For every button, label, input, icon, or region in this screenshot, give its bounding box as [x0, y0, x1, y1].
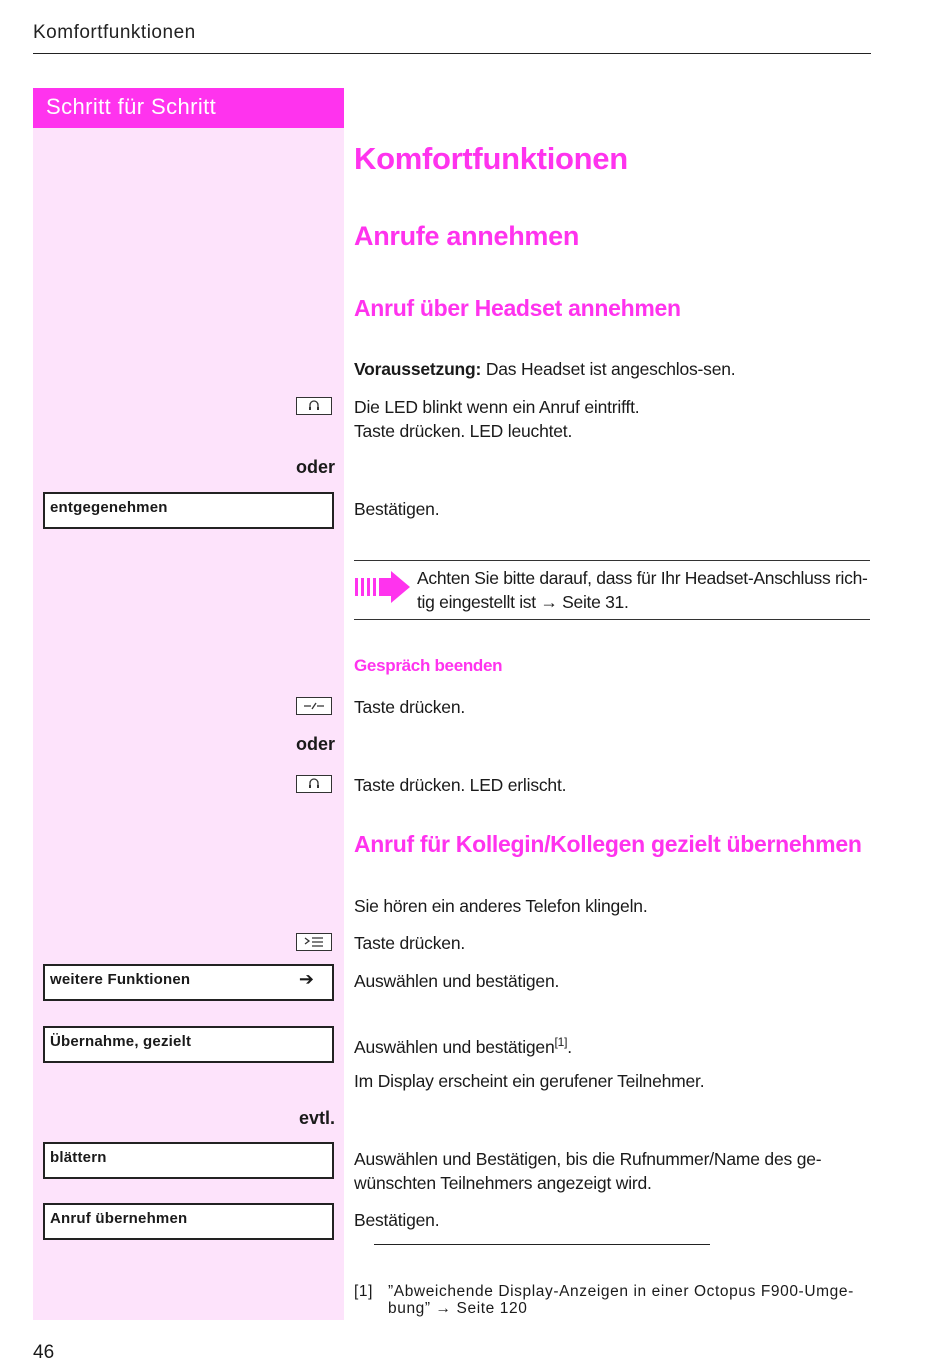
subsection-title-pickup: Anruf für Kollegin/Kollegen gezielt übernehmen — [354, 831, 862, 857]
period: . — [567, 1036, 572, 1057]
press-key-text: Taste drücken. — [354, 697, 466, 717]
scroll-instruction-text — [354, 1147, 821, 1195]
softkey-entgegennehmen[interactable] — [43, 492, 334, 529]
note-bottom-rule — [354, 619, 870, 620]
sidebar-title: Schritt für Schritt — [46, 94, 217, 119]
display-shows-text: Im Display erscheint ein gerufener Teilnehmer. — [354, 1071, 705, 1091]
confirm-text: Bestätigen. — [354, 499, 440, 519]
footnote-text — [388, 1283, 858, 1317]
press-key-text: Taste drücken. — [354, 933, 466, 953]
arrow-right-icon: ➔ — [298, 969, 314, 989]
softkey-weitere-funktionen[interactable] — [43, 964, 334, 1001]
note-arrow-icon — [355, 570, 411, 609]
press-key-led-on-text: Taste drücken. LED leuchtet. — [354, 421, 573, 441]
scroll-instruction-line-2: wünschten Teilnehmers angezeigt wird. — [354, 1173, 652, 1193]
page-number: 46 — [33, 1342, 55, 1363]
prerequisite-label: Voraussetzung: — [354, 359, 482, 379]
softkey-blaettern[interactable] — [43, 1142, 334, 1179]
softkey-label: Übernahme, gezielt — [50, 1033, 192, 1050]
note-line-2: tig eingestellt ist → Seite 31. — [417, 592, 629, 612]
footnote-reference[interactable]: [1] — [554, 1035, 568, 1049]
press-key-led-off-text: Taste drücken. LED erlischt. — [354, 775, 567, 795]
note-text — [417, 566, 877, 614]
confirm-text: Bestätigen. — [354, 1210, 440, 1230]
other-phone-rings-text: Sie hören ein anderes Telefon klingeln. — [354, 896, 648, 916]
oder-label: oder — [295, 734, 335, 754]
sidebar-header — [33, 88, 344, 128]
footnote-number: [1] — [354, 1283, 374, 1300]
headset-key-icon — [296, 775, 332, 793]
evtl-label: evtl. — [298, 1108, 335, 1128]
footnote-rule — [374, 1244, 710, 1245]
softkey-label: entgegenehmen — [50, 499, 168, 516]
select-confirm-footnote-text — [354, 1030, 572, 1059]
section-title: Anrufe annehmen — [354, 221, 580, 251]
menu-key-icon — [296, 933, 332, 951]
select-confirm-text: Auswählen und bestätigen. — [354, 971, 560, 991]
note-line-1: Achten Sie bitte darauf, dass für Ihr Headset-Anschluss rich- — [417, 568, 868, 588]
softkey-label: Anruf übernehmen — [50, 1210, 188, 1227]
subheading-end-call: Gespräch beenden — [354, 656, 503, 675]
softkey-label: weitere Funktionen — [50, 971, 191, 988]
scroll-instruction-line-1: Auswählen und Bestätigen, bis die Rufnummer/Name des ge- — [354, 1149, 822, 1169]
footnote-line-2[interactable]: bung” → Seite 120 — [388, 1300, 528, 1317]
led-blinks-text: Die LED blinkt wenn ein Anruf eintrifft. — [354, 397, 640, 417]
release-key-icon — [296, 697, 332, 715]
softkey-uebernahme-gezielt[interactable] — [43, 1026, 334, 1063]
prerequisite-text: Das Headset ist angeschlos-sen. — [481, 359, 736, 379]
softkey-label: blättern — [50, 1149, 107, 1166]
header-rule — [33, 53, 871, 54]
headset-key-icon — [296, 397, 332, 415]
softkey-anruf-uebernehmen[interactable] — [43, 1203, 334, 1240]
oder-label: oder — [295, 457, 335, 477]
note-top-rule — [354, 560, 870, 561]
running-header: Komfortfunktionen — [33, 22, 196, 43]
prerequisite — [354, 357, 735, 381]
select-confirm-label: Auswählen und bestätigen — [354, 1036, 555, 1057]
footnote-line-1: ”Abweichende Display-Anzeigen in einer Octopus F900-Umge- — [388, 1283, 854, 1300]
chapter-title: Komfortfunktionen — [354, 141, 628, 176]
subsection-title-headset: Anruf über Headset annehmen — [354, 295, 681, 321]
